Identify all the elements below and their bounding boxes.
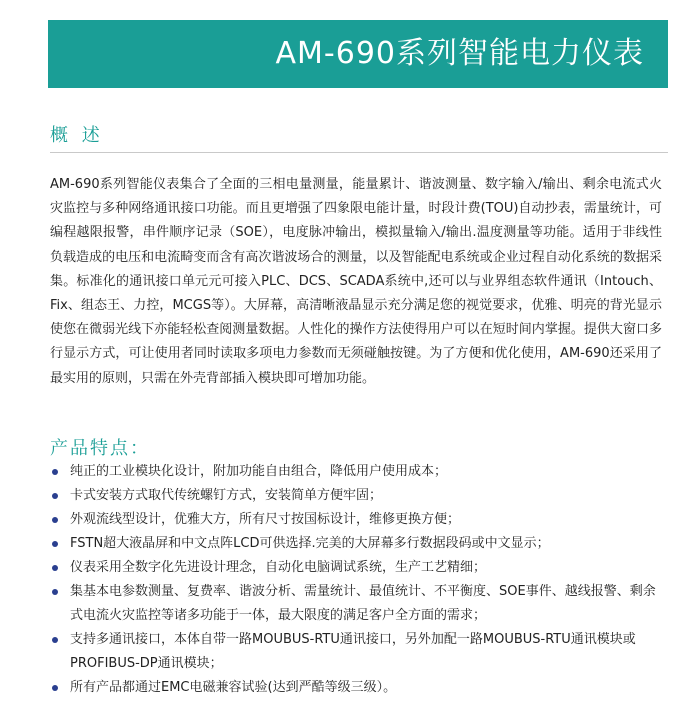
bullet-icon: [52, 685, 58, 691]
feature-text: 外观流线型设计，优雅大方，所有尺寸按国标设计，维修更换方便；: [70, 512, 461, 527]
bullet-icon: [52, 637, 58, 643]
overview-paragraph: AM-690系列智能仪表集合了全面的三相电量测量，能量累计、谐波测量、数字输入/输出、剩余电流式火灾监控与多种网络通讯接口功能。而且更增强了四象限电能计量，时段计费(TOU)自动抄表，需量统计，可编程越限报警，串件顺序记录（SOE），电度脉冲输出，模拟量输入/输出.温度测量等功能。适用于非线性负载造成的电压和电流畸变而含有高次谐波场合的测量，以及智能配电系统或企业过程自动化系统的数据采集。标准化的通讯接口单元元可接入PLC、DCS、SCADA系统中,还可以与业界组态软件通讯（Intouch、Fix、组态王、力控，MCGS等）。大屏幕，高清晰液晶显示充分满足您的视觉要求，优雅、明亮的背光显示使您在微弱光线下亦能轻松查阅测量数据。人性化的操作方法使得用户可以在短时间内掌握。提供大窗口多行显示方式，可让使用者同时读取多项电力参数而无须碰触按键。为了方便和优化使用，AM-690还采用了最实用的原则，只需在外壳背部插入模块即可增加功能。: [50, 177, 662, 386]
bullet-icon: [52, 493, 58, 499]
overview-heading: 概 述: [50, 125, 104, 146]
bullet-icon: [52, 517, 58, 523]
bullet-icon: [52, 469, 58, 475]
list-item: [50, 484, 662, 508]
feature-text: 纯正的工业模块化设计，附加功能自由组合，降低用户使用成本；: [70, 464, 448, 479]
feature-text: 卡式安装方式取代传统螺钉方式，安装简单方便牢固；: [70, 488, 383, 503]
features-heading: 产品特点：: [50, 438, 150, 459]
title-banner: [48, 20, 668, 88]
bullet-icon: [52, 589, 58, 595]
list-item: [50, 676, 662, 700]
feature-text: 仪表采用全数字化先进设计理念，自动化电脑调试系统，生产工艺精细；: [70, 560, 487, 575]
bullet-icon: [52, 565, 58, 571]
list-item: [50, 580, 662, 628]
feature-text: 所有产品都通过EMC电磁兼容试验(达到严酷等级三级）。: [70, 680, 397, 695]
list-item: [50, 532, 662, 556]
list-item: [50, 508, 662, 532]
bullet-icon: [52, 541, 58, 547]
feature-text: 支持多通讯接口，本体自带一路MOUBUS-RTU通讯接口，另外加配一路MOUBUS-RTU通讯模块或PROFIBUS-DP通讯模块；: [70, 632, 636, 671]
feature-text: FSTN超大液晶屏和中文点阵LCD可供选择.完美的大屏幕多行数据段码或中文显示；: [70, 536, 550, 551]
list-item: [50, 628, 662, 676]
page-title: AM-690系列智能电力仪表: [275, 36, 644, 71]
section-divider: [50, 152, 668, 153]
feature-text: 集基本电参数测量、复费率、谐波分析、需量统计、最值统计、不平衡度、SOE事件、越线报警、剩余式电流火灾监控等诸多功能于一体，最大限度的满足客户全方面的需求；: [70, 584, 656, 623]
list-item: [50, 460, 662, 484]
features-list: [50, 460, 662, 700]
list-item: [50, 556, 662, 580]
